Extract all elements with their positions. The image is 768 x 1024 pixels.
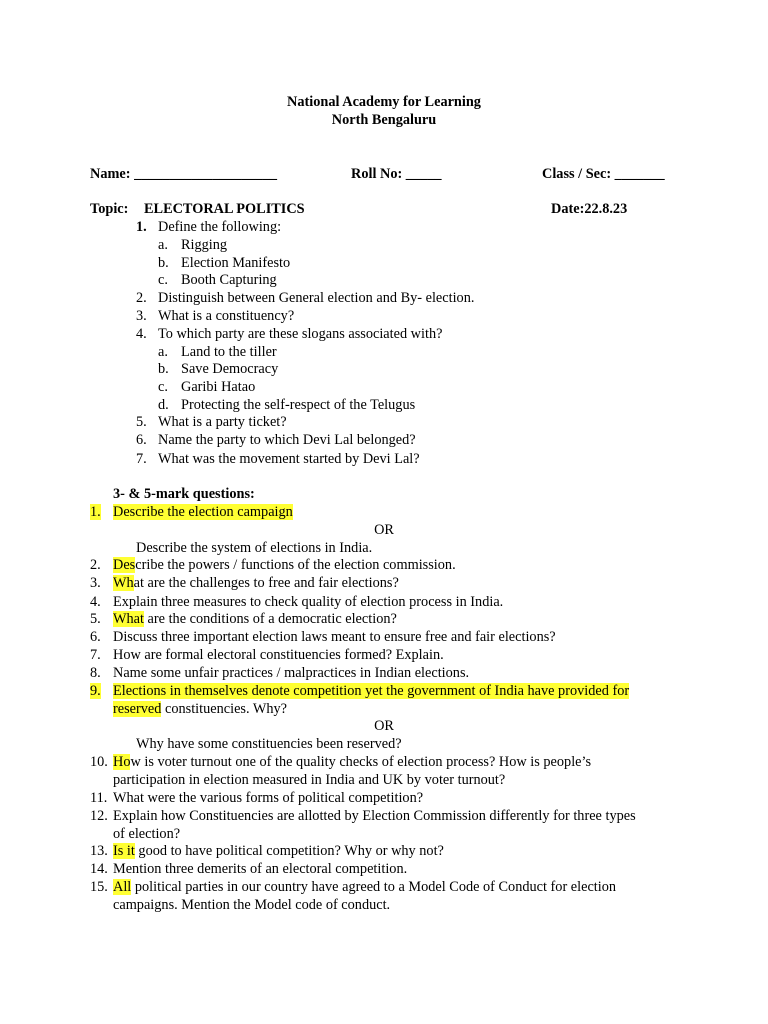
question-text: How are formal electoral constituencies formed? Explain. [113,647,444,663]
highlighted-text: All [113,879,132,895]
question-number [90,504,101,522]
question-number: 13. [90,843,108,859]
name-field-label: Name: ____________________ [90,166,278,182]
sub-item-text: Booth Capturing [181,272,277,288]
question-text: What was the movement started by Devi Lal? [158,451,420,467]
alternate-question: Why have some constituencies been reserved? [136,736,402,752]
question-text: What were the various forms of political competition? [113,790,424,806]
question-number: 3. [90,575,101,591]
question-number: 10. [90,754,108,770]
or-separator: OR [374,718,394,734]
question-text: Name some unfair practices / malpractices in Indian elections. [113,665,470,681]
question-number: 5. [90,611,101,627]
question-text: Name the party to which Devi Lal belonged? [158,432,416,448]
question-text: Describe the powers / functions of the election commission. [113,557,456,573]
sub-item-text: Election Manifesto [181,255,291,271]
worksheet-date: Date:22.8.23 [551,201,628,217]
sub-item-letter: a. [158,237,168,253]
sub-item-letter: c. [158,379,168,395]
question-text: Explain three measures to check quality of election process in India. [113,594,504,610]
question-text: Is it good to have political competition? Why or why not? [113,843,444,859]
question-number: 6. [90,629,101,645]
highlighted-text: Des [113,557,136,573]
question-text: What is a party ticket? [158,414,287,430]
question-number: 15. [90,879,108,895]
highlighted-text: Wh [113,575,134,591]
question-text: To which party are these slogans associated with? [158,326,443,342]
question-number [90,683,101,701]
question-text: All political parties in our country have agreed to a Model Code of Conduct for election [113,879,617,895]
question-text-continued: reserved constituencies. Why? [113,701,288,717]
question-text: How is voter turnout one of the quality checks of election process? How is people’s [113,754,592,770]
question-number: 11. [90,790,108,806]
question-text-continued: participation in election measured in India and UK by voter turnout? [113,772,506,788]
highlighted-text: Elections in themselves denote competition yet the government of India have provided for [113,683,630,699]
question-number: 5. [136,414,147,430]
highlighted-text: What [113,611,144,627]
question-number: 8. [90,665,101,681]
highlighted-text: Describe the election campaign [113,504,293,520]
or-separator: OR [374,522,394,538]
sub-item-letter: c. [158,272,168,288]
sub-item-text: Save Democracy [181,361,279,377]
question-number: 12. [90,808,108,824]
question-number: 7. [90,647,101,663]
question-number: 14. [90,861,108,877]
alternate-question: Describe the system of elections in India. [136,540,373,556]
sub-item-text: Land to the tiller [181,344,277,360]
question-text-continued: campaigns. Mention the Model code of conduct. [113,897,391,913]
sub-item-letter: a. [158,344,168,360]
question-text: What is a constituency? [158,308,295,324]
question-number: 7. [136,451,147,467]
question-text [113,504,293,522]
question-text [113,683,629,701]
highlighted-text: Ho [113,754,131,770]
sub-item-text: Garibi Hatao [181,379,256,395]
highlight-mark: 1. [90,504,101,520]
school-branch: North Bengaluru [331,112,437,128]
question-number: 1. [136,219,147,235]
question-text-continued: of election? [113,826,181,842]
question-text: Distinguish between General election and By- election. [158,290,475,306]
question-number: 4. [90,594,101,610]
school-name: National Academy for Learning [287,94,481,110]
question-text: Discuss three important election laws meant to ensure free and fair elections? [113,629,556,645]
question-text: Mention three demerits of an electoral competition. [113,861,408,877]
sub-item-text: Rigging [181,237,228,253]
question-number: 2. [90,557,101,573]
class-sec-field-label: Class / Sec: _______ [542,166,665,182]
question-text: Define the following: [158,219,282,235]
question-number: 3. [136,308,147,324]
highlight-mark: 9. [90,683,101,699]
topic-title: ELECTORAL POLITICS [144,201,305,217]
roll-no-field-label: Roll No: _____ [351,166,442,182]
question-text: What are the challenges to free and fair elections? [113,575,399,591]
question-number: 2. [136,290,147,306]
question-number: 4. [136,326,147,342]
sub-item-letter: b. [158,255,169,271]
question-text: Explain how Constituencies are allotted by Election Commission differently for three types [113,808,636,824]
question-number: 6. [136,432,147,448]
sub-item-letter: d. [158,397,169,413]
sub-item-text: Protecting the self-respect of the Telugus [181,397,416,413]
section-heading: 3- & 5-mark questions: [113,486,255,502]
sub-item-letter: b. [158,361,169,377]
highlighted-text: Is it [113,843,135,859]
question-text: What are the conditions of a democratic election? [113,611,397,627]
highlighted-text: reserved [113,701,162,717]
topic-label: Topic: [90,201,129,217]
